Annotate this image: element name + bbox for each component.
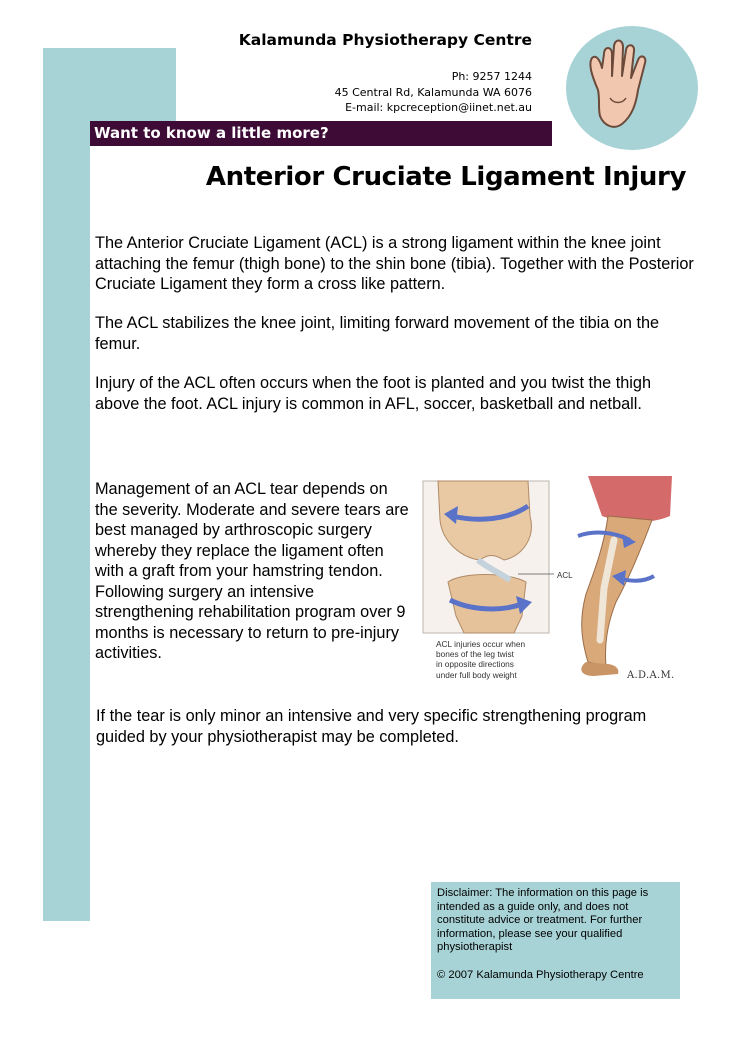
contact-block — [180, 69, 532, 116]
caption-line: in opposite directions — [436, 659, 514, 670]
side-panel-top — [43, 48, 176, 121]
caption-line: bones of the leg twist — [436, 649, 514, 660]
paragraph: Management of an ACL tear depends on the severity. Moderate and severe tears are best managed by arthroscopic surgery whereby they replace the ligament often with a graft from your hamstring tendon. Following surgery an intensive strengthening rehabilitation program over 9 months is necessary to return to pre-injury activities. — [95, 480, 409, 662]
hand-icon — [552, 24, 698, 158]
address: 45 Central Rd, Kalamunda WA 6076 — [334, 85, 532, 99]
illustration-caption — [436, 639, 556, 680]
caption-line: under full body weight — [436, 669, 517, 680]
caption-line: ACL injuries occur when — [436, 639, 526, 649]
paragraph: If the tear is only minor an intensive and very specific strengthening program guided by your physiotherapist may be completed. — [96, 707, 647, 746]
side-panel — [43, 48, 90, 921]
copyright: © 2007 Kalamunda Physiotherapy Centre — [437, 968, 644, 981]
paragraph: Injury of the ACL often occurs when the foot is planted and you twist the thigh above the foot. ACL injury is common in AFL, soccer, basketball and netball. — [95, 374, 652, 413]
disclaimer-box — [431, 882, 680, 999]
acl-label: ACL — [557, 571, 573, 580]
email: E-mail: kpcreception@iinet.net.au — [345, 101, 532, 114]
org-name: Kalamunda Physiotherapy Centre — [238, 31, 532, 49]
banner: Want to know a little more? — [90, 121, 552, 146]
paragraph: The Anterior Cruciate Ligament (ACL) is a strong ligament within the knee joint attaching the femur (thigh bone) to the shin bone (tibia). Together with the Posterior Cruciate Ligament they form a cross like pattern. — [95, 234, 694, 293]
illustration-credit: A.D.A.M. — [627, 670, 675, 681]
disclaimer-text: Disclaimer: The information on this page is intended as a guide only, and does not constitute advice or treatment. For further information, please see your qualified physiotherapist — [437, 887, 649, 954]
phone: Ph: 9257 1244 — [451, 70, 532, 83]
page-title: Anterior Cruciate Ligament Injury — [205, 162, 686, 192]
paragraph: The ACL stabilizes the knee joint, limiting forward movement of the tibia on the femur. — [95, 314, 660, 353]
